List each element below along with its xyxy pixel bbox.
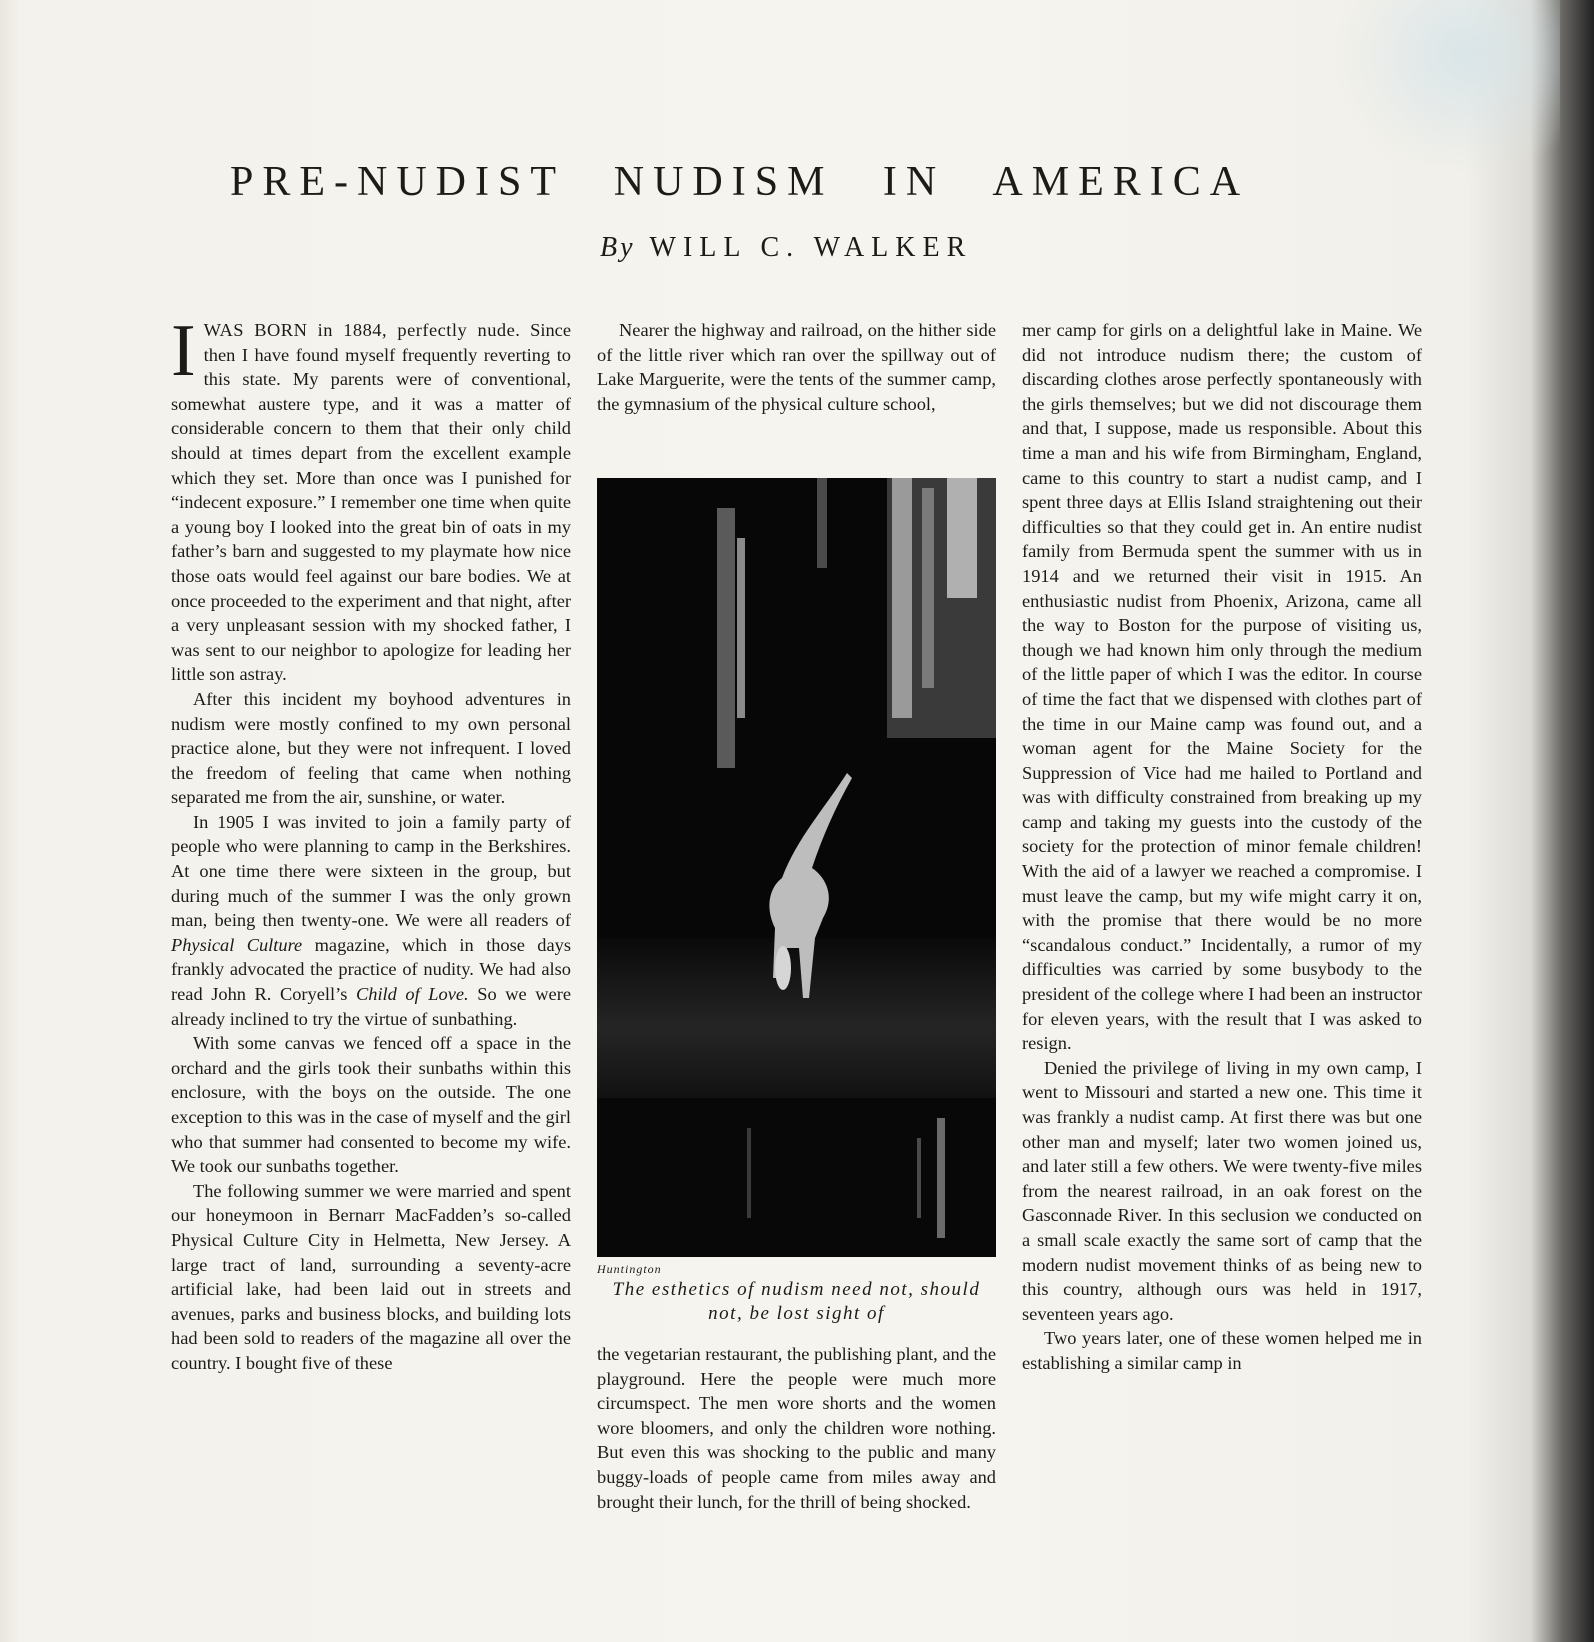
paragraph-3-text-a: In 1905 I was invited to join a family party of people who were planning to camp in the Berkshires. At one time there were sixteen in the group, but during much of the summer I was the only grown man, being then twenty-one. We were all readers of	[171, 811, 571, 931]
photo-caption: The esthetics of nudism need not, should not, be lost sight of	[612, 1279, 981, 1324]
paragraph-3-text-c: So we were already inclined to try the virtue of sunbathing.	[171, 984, 571, 1029]
paragraph-3	[171, 810, 571, 1031]
byline	[600, 232, 972, 264]
photo-illustration	[597, 478, 996, 1257]
paragraph-3-text-b: magazine, which in those days frankly advocated the practice of nudity. We had also read John R. Coryell’s	[171, 934, 571, 1005]
author-name: WILL C. WALKER	[649, 232, 973, 263]
book-title: Child of Love.	[355, 984, 469, 1005]
article-title: PRE-NUDIST NUDISM IN AMERICA	[230, 159, 1250, 205]
column-1	[171, 310, 571, 1376]
paragraph-5: The following summer we were married and spent our honeymoon in Bernarr MacFadden’s so-called Physical Culture City in Helmetta, New Jersey. A large tract of land, surrounding a seventy-acre artificial lake, had been laid out in streets and avenues, parks and business blocks, and building lots had been sold to readers of the magazine all over the country. I bought five of these	[171, 1180, 571, 1373]
paragraph-4: With some canvas we fenced off a space in the orchard and the girls took their sunbaths within this enclosure, with the boys on the outside. The one exception to this was in the case of myself and the girl who that summer had consented to become my wife. We took our sunbaths together.	[171, 1033, 571, 1177]
drop-cap: I	[171, 310, 196, 392]
photo-credit: Huntington	[597, 1262, 662, 1276]
column-2-top	[597, 318, 996, 416]
paragraph-7: the vegetarian restaurant, the publishing plant, and the playground. Here the people were much more circumspect. The men wore shorts and the women wore bloomers, and only the children wore nothing. But even this was shocking to the public and many buggy-loads of people came from miles away and brought their lunch, for the thrill of being shocked.	[597, 1344, 996, 1512]
byline-prefix: By	[600, 232, 636, 263]
paragraph-8: mer camp for girls on a delightful lake in Maine. We did not introduce nudism there; the custom of discarding clothes arose perfectly spontaneously with the girls themselves; but we did not discourage them and that, I suppose, made us responsible. About this time a man and his wife from Birmingham, England, came to this country to start a nudist camp, and I spent three days at Ellis Island straightening out their difficulties so that they could get in. An entire nudist family from Bermuda spent the summer with us in 1914 and we returned their visit in 1915. An enthusiastic nudist from Phoenix, Arizona, came all the way to Boston for the purpose of visiting us, though we had known him only through the medium of the little paper of which I was the editor. In course of time the fact that we dispensed with clothes part of the time in our Maine camp was found out, and a woman agent for the Maine Society for the Suppression of Vice had me hailed to Portland and was with difficulty constrained from breaking up my camp and taking my guests into the custody of the society for the protection of minor female children! With the aid of a lawyer we reached a compromise. I must leave the camp, but my wife might carry it on, with the promise that there would be no more “scandalous conduct.” Incidentally, a rumor of my difficulties was carried by some busybody to the president of the college where I had been an instructor for eleven years, with the result that I was asked to resign.	[1022, 320, 1422, 1054]
paragraph-6: Nearer the highway and railroad, on the hither side of the little river which ran over the spillway out of Lake Marguerite, were the tents of the summer camp, the gymnasium of the physical culture school,	[597, 320, 996, 414]
column-3	[1022, 318, 1422, 1376]
forest-photograph	[597, 478, 996, 1257]
lead-in: WAS BORN in 1884, perfectly nude.	[203, 320, 521, 340]
magazine-title: Physical Culture	[171, 934, 303, 955]
paragraph-1	[171, 310, 571, 687]
paragraph-10: Two years later, one of these women helped me in establishing a similar camp in	[1022, 1328, 1422, 1373]
paragraph-1-text: Since then I have found myself frequently reverting to this state. My parents were of conventional, somewhat austere type, and it was a matter of considerable concern to them that their only child should at times depart from the excellent example which they set. More than once was I punished for “indecent exposure.” I remember one time when quite a young boy I looked into the great bin of oats in my father’s barn and suggested to my playmate how nice those oats would feel against our bare bodies. We at once proceeded to the experiment and that night, after a very unpleasant session with my shocked father, I was sent to our neighbor to apologize for leading her little son astray.	[171, 320, 571, 685]
column-2-bottom	[597, 1342, 996, 1514]
paper-stain	[1330, 0, 1560, 180]
paragraph-2: After this incident my boyhood adventures in nudism were mostly confined to my own personal practice alone, but they were not infrequent. I loved the freedom of feeling that came when nothing separated me from the air, sunshine, or water.	[171, 688, 571, 808]
paragraph-9: Denied the privilege of living in my own camp, I went to Missouri and started a new one. This time it was frankly a nudist camp. At first there was but one other man and myself; later two women joined us, and later still a few others. We were twenty-five miles from the nearest railroad, in an oak forest on the Gasconnade River. In this seclusion we conducted on a small scale exactly the same sort of camp that the modern nudist movement thinks of as being new to this country, although ours was held in 1917, seventeen years ago.	[1022, 1057, 1422, 1324]
